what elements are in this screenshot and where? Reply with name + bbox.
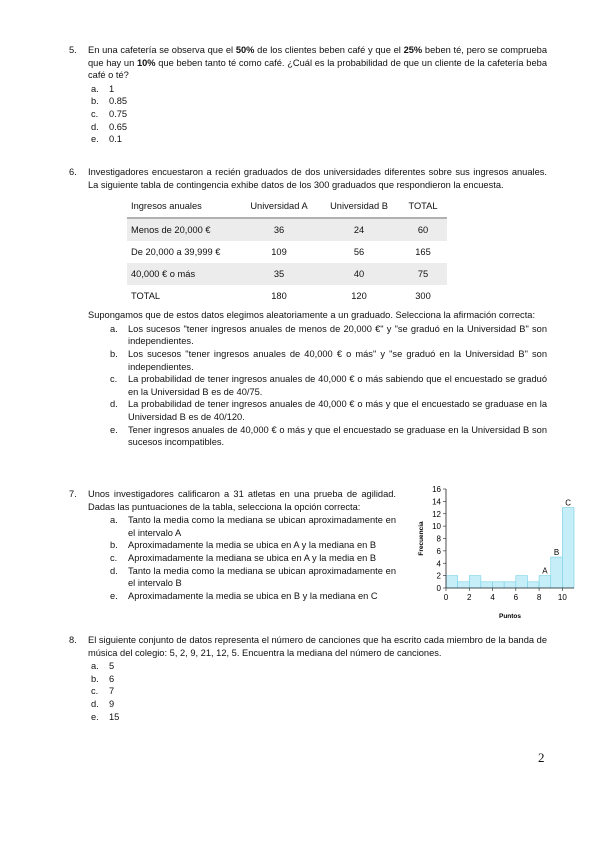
question-5 <box>69 44 547 146</box>
table-header-row <box>127 195 447 218</box>
y-tick-label: 0 <box>436 584 441 593</box>
table-cell: De 20,000 a 39,999 € <box>131 246 221 257</box>
table-total-row <box>127 285 447 307</box>
histogram-bar <box>504 582 516 588</box>
option-e[interactable]: e. 15 <box>91 711 120 722</box>
table-cell: 120 <box>351 290 367 301</box>
option-c[interactable]: c. 0.75 <box>91 108 128 119</box>
histogram-bar <box>539 576 551 588</box>
question-text: Unos investigadores calificaron a 31 atletas en una prueba de agilidad. Dadas las puntuaciones de la tabla, selecciona la opción correcta: <box>88 489 396 512</box>
histogram-bar <box>481 582 493 588</box>
table-cell: 35 <box>239 263 319 285</box>
option-b[interactable]: b. Los sucesos "tener ingresos anuales de 40,000 € o más" y "se graduó en la Universidad B" son independientes. <box>110 348 547 372</box>
option-e[interactable]: e. Tener ingresos anuales de 40,000 € o más y que el encuestado se graduase en la Universidad B son sucesos incompatibles. <box>110 424 547 448</box>
page-number: 2 <box>538 750 545 765</box>
histogram-bar <box>493 582 505 588</box>
options-list <box>88 83 547 146</box>
question-text: Investigadores encuestaron a recién graduados de dos universidades diferentes sobre sus ingresos anuales. La siguiente tabla de contingencia exhibe datos de los 300 graduados que respondieron la encuesta. <box>88 167 547 190</box>
option-c[interactable]: c. 7 <box>91 686 115 697</box>
option-a[interactable]: a. 5 <box>91 661 115 672</box>
table-cell: 300 <box>415 290 431 301</box>
table-header: TOTAL <box>399 195 447 218</box>
question-8 <box>69 634 547 723</box>
question-number: 6. <box>69 167 77 177</box>
x-axis-label: Puntos <box>498 613 522 620</box>
y-tick-label: 2 <box>436 571 441 581</box>
option-c[interactable]: c. La probabilidad de tener ingresos anuales de 40,000 € o más sabiendo que el encuestado se graduó en la Universidad B es de 40/75. <box>110 374 547 397</box>
option-e[interactable]: e. Aproximadamente la media se ubica en B y la mediana en C <box>110 590 378 601</box>
table-cell: 165 <box>415 246 431 257</box>
question-text: El siguiente conjunto de datos representa el número de canciones que ha escrito cada miembro de la banda de música del colegio: 5, 2, 9, 21, 12, 5. Encuentra la mediana del número de canciones. <box>88 635 547 658</box>
y-tick-label: 4 <box>436 559 441 569</box>
histogram-bar <box>551 557 563 588</box>
table-header: Universidad B <box>319 195 399 218</box>
followup-text: Supongamos que de estos datos elegimos aleatoriamente a un graduado. Selecciona la afirmación correcta: <box>88 310 536 321</box>
table-row <box>127 263 447 285</box>
histogram-bar <box>446 576 458 588</box>
table-row <box>127 241 447 263</box>
option-b[interactable]: b. 6 <box>91 673 115 684</box>
table-cell: 75 <box>399 263 447 285</box>
y-tick-label: 10 <box>432 522 441 532</box>
option-d[interactable]: d. Tanto la media como la mediana se ubican aproximadamente en el intervalo B <box>110 565 396 589</box>
bar-annotation: A <box>542 566 548 576</box>
percent-tea: 25% <box>403 45 423 55</box>
percent-coffee: 50% <box>235 45 255 55</box>
table-row <box>127 218 447 241</box>
x-tick-label: 10 <box>557 593 567 602</box>
y-tick-label: 12 <box>432 509 441 519</box>
table-cell: 56 <box>353 246 365 257</box>
x-tick-label: 2 <box>467 593 472 602</box>
y-tick-label: 14 <box>432 497 441 507</box>
table-header: Ingresos anuales <box>127 195 239 218</box>
options-list <box>107 323 547 449</box>
option-b[interactable]: b. 0.85 <box>91 96 128 107</box>
frequency-histogram <box>410 483 582 623</box>
option-c[interactable]: c. Aproximadamente la mediana se ubica en A y la media en B <box>110 552 377 563</box>
histogram-bar <box>458 582 470 588</box>
option-a[interactable]: a. Tanto la media como la mediana se ubican aproximadamente en el intervalo A <box>110 515 396 538</box>
bar-annotation: C <box>565 498 572 508</box>
y-tick-label: 16 <box>432 485 441 494</box>
table-cell: 109 <box>271 246 287 257</box>
x-tick-label: 6 <box>513 593 519 602</box>
x-tick-label: 4 <box>490 593 495 602</box>
table-cell: 40,000 € o más <box>127 263 239 285</box>
table-cell: TOTAL <box>131 290 161 301</box>
histogram-bar <box>562 508 574 588</box>
y-tick-label: 6 <box>436 546 441 556</box>
y-axis-label: Frecuencia <box>418 521 425 556</box>
option-d[interactable]: d. 9 <box>91 698 115 709</box>
table-cell: 36 <box>239 218 319 241</box>
question-text: En una cafetería se observa que el 50% de los clientes beben café y que el 25% beben té, pero se comprueba que hay un 10% que beben tanto té como café. ¿Cuál es la probabilidad de que un cliente de la cafetería beba café o té? <box>88 45 547 81</box>
question-number: 7. <box>69 489 77 499</box>
question-number: 8. <box>69 635 77 645</box>
bar-annotation: B <box>553 548 560 558</box>
table-cell: 60 <box>399 218 447 241</box>
table-cell: 180 <box>271 290 287 301</box>
options-list <box>107 514 396 602</box>
option-e[interactable]: e. 0.1 <box>91 134 122 145</box>
table-cell: Menos de 20,000 € <box>127 218 239 241</box>
option-d[interactable]: d. La probabilidad de tener ingresos anuales de 40,000 € o más y que el encuestado se graduase en la Universidad B es de 40/120. <box>110 399 547 422</box>
table-header: Universidad A <box>239 195 319 218</box>
question-6 <box>69 166 547 449</box>
options-list <box>88 660 547 723</box>
contingency-table <box>127 195 447 307</box>
histogram-bar <box>527 582 539 588</box>
x-tick-label: 8 <box>536 593 542 602</box>
table-cell: 40 <box>319 263 399 285</box>
y-tick-label: 8 <box>436 534 441 544</box>
histogram-bar <box>516 576 528 588</box>
option-a[interactable]: a. Los sucesos "tener ingresos anuales de menos de 20,000 €" y "se graduó en la Universidad B" son independientes. <box>110 323 547 347</box>
percent-both: 10% <box>136 57 156 68</box>
x-tick-label: 0 <box>443 593 449 602</box>
question-7 <box>69 488 396 602</box>
option-d[interactable]: d. 0.65 <box>91 121 128 132</box>
table-cell: 24 <box>319 218 399 241</box>
option-a[interactable]: a. 1 <box>91 83 115 94</box>
option-b[interactable]: b. Aproximadamente la media se ubica en A y la mediana en B <box>110 540 377 551</box>
question-number: 5. <box>69 45 77 55</box>
histogram-bar <box>469 576 481 588</box>
